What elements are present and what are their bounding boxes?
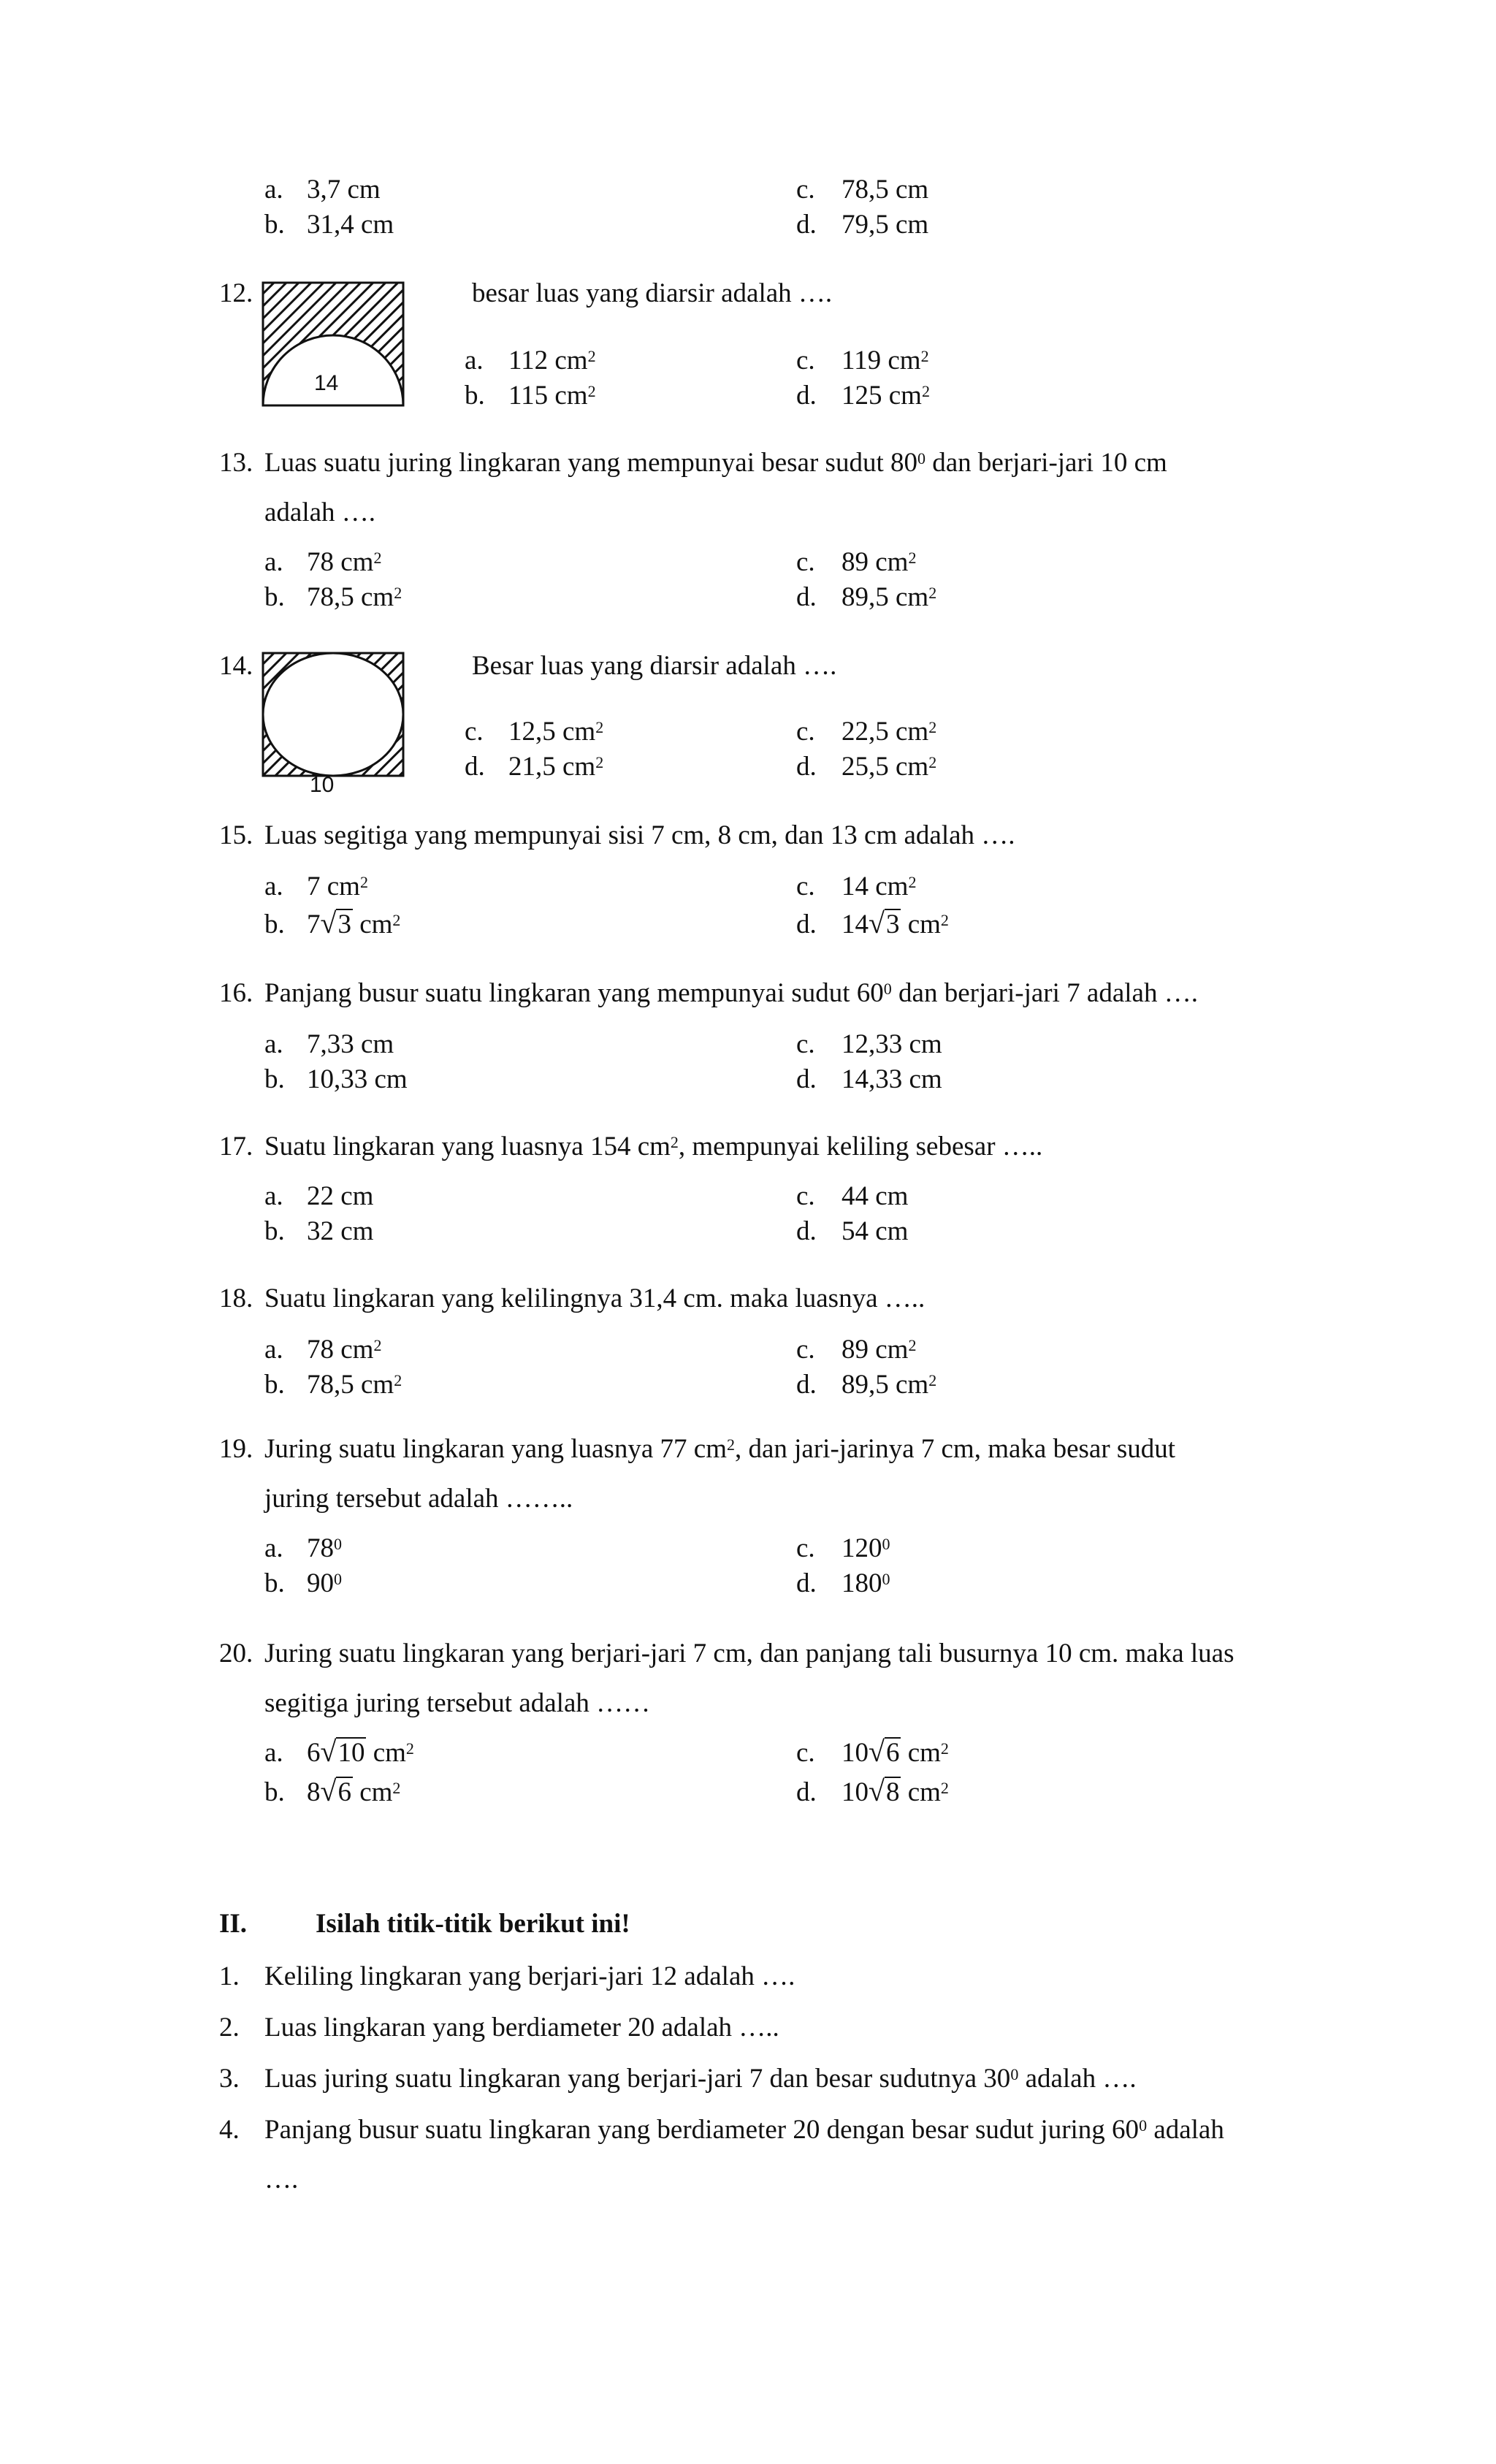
question-number: 16.: [219, 978, 253, 1008]
option-value: $90^0$: [307, 1568, 342, 1598]
option-value: 7 $cm^2$: [307, 871, 368, 901]
option-value: $120^0$: [842, 1533, 890, 1563]
item-text: Luas juring suatu lingkaran yang berjari-jari 7 dan besar sudutnya $30^0$ adalah ….: [264, 2064, 1137, 2094]
figure-label: 14: [314, 371, 339, 395]
question-number: 19.: [219, 1434, 253, 1464]
question-text: Panjang busur suatu lingkaran yang mempunyai sudut $60^0$ dan berjari-jari 7 adalah ….: [264, 978, 1198, 1008]
option-value: 78,5 $cm^2$: [307, 582, 402, 612]
item-number: 3.: [219, 2064, 240, 2094]
item-text-line2: ….: [264, 2164, 299, 2194]
option-value: 10,33 cm: [307, 1064, 408, 1094]
option-value: 112 $cm^2$: [508, 346, 596, 375]
option-label: d.: [796, 1568, 817, 1598]
option-label: c.: [796, 346, 815, 375]
option-label: a.: [264, 1181, 283, 1211]
question-text: Suatu lingkaran yang luasnya 154 $cm^2$, mempunyai keliling sebesar …..: [264, 1132, 1043, 1162]
option-label: c.: [796, 717, 815, 747]
question-number: 14.: [219, 651, 253, 681]
option-label: d.: [796, 752, 817, 782]
question-number: 17.: [219, 1132, 253, 1162]
option-value: 12,33 cm: [842, 1029, 942, 1059]
option-label: d.: [796, 1216, 817, 1246]
option-value: 78,5 $cm^2$: [307, 1370, 402, 1400]
option-label: b.: [264, 1216, 285, 1246]
option-value: 14 √ 3 $cm^2$: [842, 907, 949, 939]
option-value: 44 cm: [842, 1181, 909, 1211]
option-value: 89 $cm^2$: [842, 1335, 917, 1365]
section-title: Isilah titik-titik berikut ini!: [316, 1909, 630, 1939]
option-value: 78 $cm^2$: [307, 1335, 382, 1365]
option-label: d.: [796, 1064, 817, 1094]
question-number: 13.: [219, 448, 253, 478]
option-label: c.: [796, 1029, 815, 1059]
option-label: b.: [264, 210, 285, 240]
item-number: 4.: [219, 2115, 240, 2145]
option-label: d.: [796, 1777, 817, 1807]
option-label: d.: [796, 582, 817, 612]
question-text: Suatu lingkaran yang kelilingnya 31,4 cm. maka luasnya …..: [264, 1284, 926, 1313]
option-value: 32 cm: [307, 1216, 374, 1246]
option-value: 6 √ 10 $cm^2$: [307, 1735, 414, 1768]
option-label: a.: [264, 1738, 283, 1768]
option-label: a.: [264, 1029, 283, 1059]
question-text: besar luas yang diarsir adalah ….: [472, 278, 833, 308]
option-label: b.: [264, 1064, 285, 1094]
option-label: c.: [796, 871, 815, 901]
option-label: b.: [264, 909, 285, 939]
option-label: d.: [796, 210, 817, 240]
option-label: b.: [264, 582, 285, 612]
option-label: c.: [796, 175, 815, 205]
item-text: Luas lingkaran yang berdiameter 20 adalah …..: [264, 2013, 779, 2042]
option-label: c.: [796, 547, 815, 577]
option-label: c.: [465, 717, 484, 747]
option-label: b.: [264, 1370, 285, 1400]
option-value: 22,5 $cm^2$: [842, 717, 937, 747]
item-number: 2.: [219, 2013, 240, 2042]
question-text: Besar luas yang diarsir adalah ….: [472, 651, 837, 681]
option-value: 119 $cm^2$: [842, 346, 929, 375]
option-value: 21,5 $cm^2$: [508, 752, 604, 782]
question-text-line2: segitiga juring tersebut adalah ……: [264, 1688, 651, 1718]
option-value: 10 √ 6 $cm^2$: [842, 1735, 949, 1768]
question-number: 18.: [219, 1284, 253, 1313]
option-label: c.: [796, 1738, 815, 1768]
option-value: 125 $cm^2$: [842, 381, 930, 411]
option-value: 7,33 cm: [307, 1029, 394, 1059]
option-value: 78 $cm^2$: [307, 547, 382, 577]
question-text: Juring suatu lingkaran yang luasnya 77 $cm^2$, dan jari-jarinya 7 cm, maka besar sudut: [264, 1434, 1176, 1464]
option-value: 79,5 cm: [842, 210, 929, 240]
option-value: 89 $cm^2$: [842, 547, 917, 577]
question-number: 12.: [219, 278, 253, 308]
option-value: 14 $cm^2$: [842, 871, 917, 901]
option-label: b.: [264, 1777, 285, 1807]
option-label: b.: [465, 381, 485, 411]
figure-label: 10: [310, 773, 335, 797]
question-text-line2: adalah ….: [264, 497, 376, 527]
option-value: 115 $cm^2$: [508, 381, 596, 411]
option-label: a.: [264, 1533, 283, 1563]
option-value: 25,5 $cm^2$: [842, 752, 937, 782]
option-value: 22 cm: [307, 1181, 374, 1211]
item-text: Panjang busur suatu lingkaran yang berdiameter 20 dengan besar sudut juring $60^0$ adalah: [264, 2115, 1224, 2145]
question-text: Luas segitiga yang mempunyai sisi 7 cm, 8 cm, dan 13 cm adalah ….: [264, 820, 1015, 850]
option-value: $78^0$: [307, 1533, 342, 1563]
option-label: a.: [264, 547, 283, 577]
option-value: $180^0$: [842, 1568, 890, 1598]
hatched-square-circle-figure: [262, 652, 405, 777]
option-label: c.: [796, 1181, 815, 1211]
option-label: a.: [264, 871, 283, 901]
option-label: c.: [796, 1533, 815, 1563]
option-label: a.: [465, 346, 484, 375]
question-text: Juring suatu lingkaran yang berjari-jari 7 cm, dan panjang tali busurnya 10 cm. maka luas: [264, 1639, 1234, 1668]
option-label: c.: [796, 1335, 815, 1365]
option-label: a.: [264, 1335, 283, 1365]
question-number: 15.: [219, 820, 253, 850]
option-value: 3,7 cm: [307, 175, 381, 205]
option-label: b.: [264, 1568, 285, 1598]
question-text-line2: juring tersebut adalah ……..: [264, 1484, 573, 1514]
item-number: 1.: [219, 1961, 240, 1991]
question-text: Luas suatu juring lingkaran yang mempunyai besar sudut $80^0$ dan berjari-jari 10 cm: [264, 448, 1167, 478]
option-label: d.: [796, 381, 817, 411]
option-label: a.: [264, 175, 283, 205]
item-text: Keliling lingkaran yang berjari-jari 12 adalah ….: [264, 1961, 795, 1991]
option-value: 7 √ 3 $cm^2$: [307, 907, 401, 939]
option-value: 89,5 $cm^2$: [842, 582, 937, 612]
option-value: 89,5 $cm^2$: [842, 1370, 937, 1400]
option-value: 8 √ 6 $cm^2$: [307, 1774, 401, 1807]
option-label: d.: [796, 1370, 817, 1400]
question-number: 20.: [219, 1639, 253, 1668]
option-value: 14,33 cm: [842, 1064, 942, 1094]
option-label: d.: [465, 752, 485, 782]
option-value: 78,5 cm: [842, 175, 929, 205]
option-value: 12,5 $cm^2$: [508, 717, 604, 747]
option-value: 54 cm: [842, 1216, 909, 1246]
option-label: d.: [796, 909, 817, 939]
section-number: II.: [219, 1909, 248, 1939]
option-value: 10 √ 8 $cm^2$: [842, 1774, 949, 1807]
option-value: 31,4 cm: [307, 210, 394, 240]
